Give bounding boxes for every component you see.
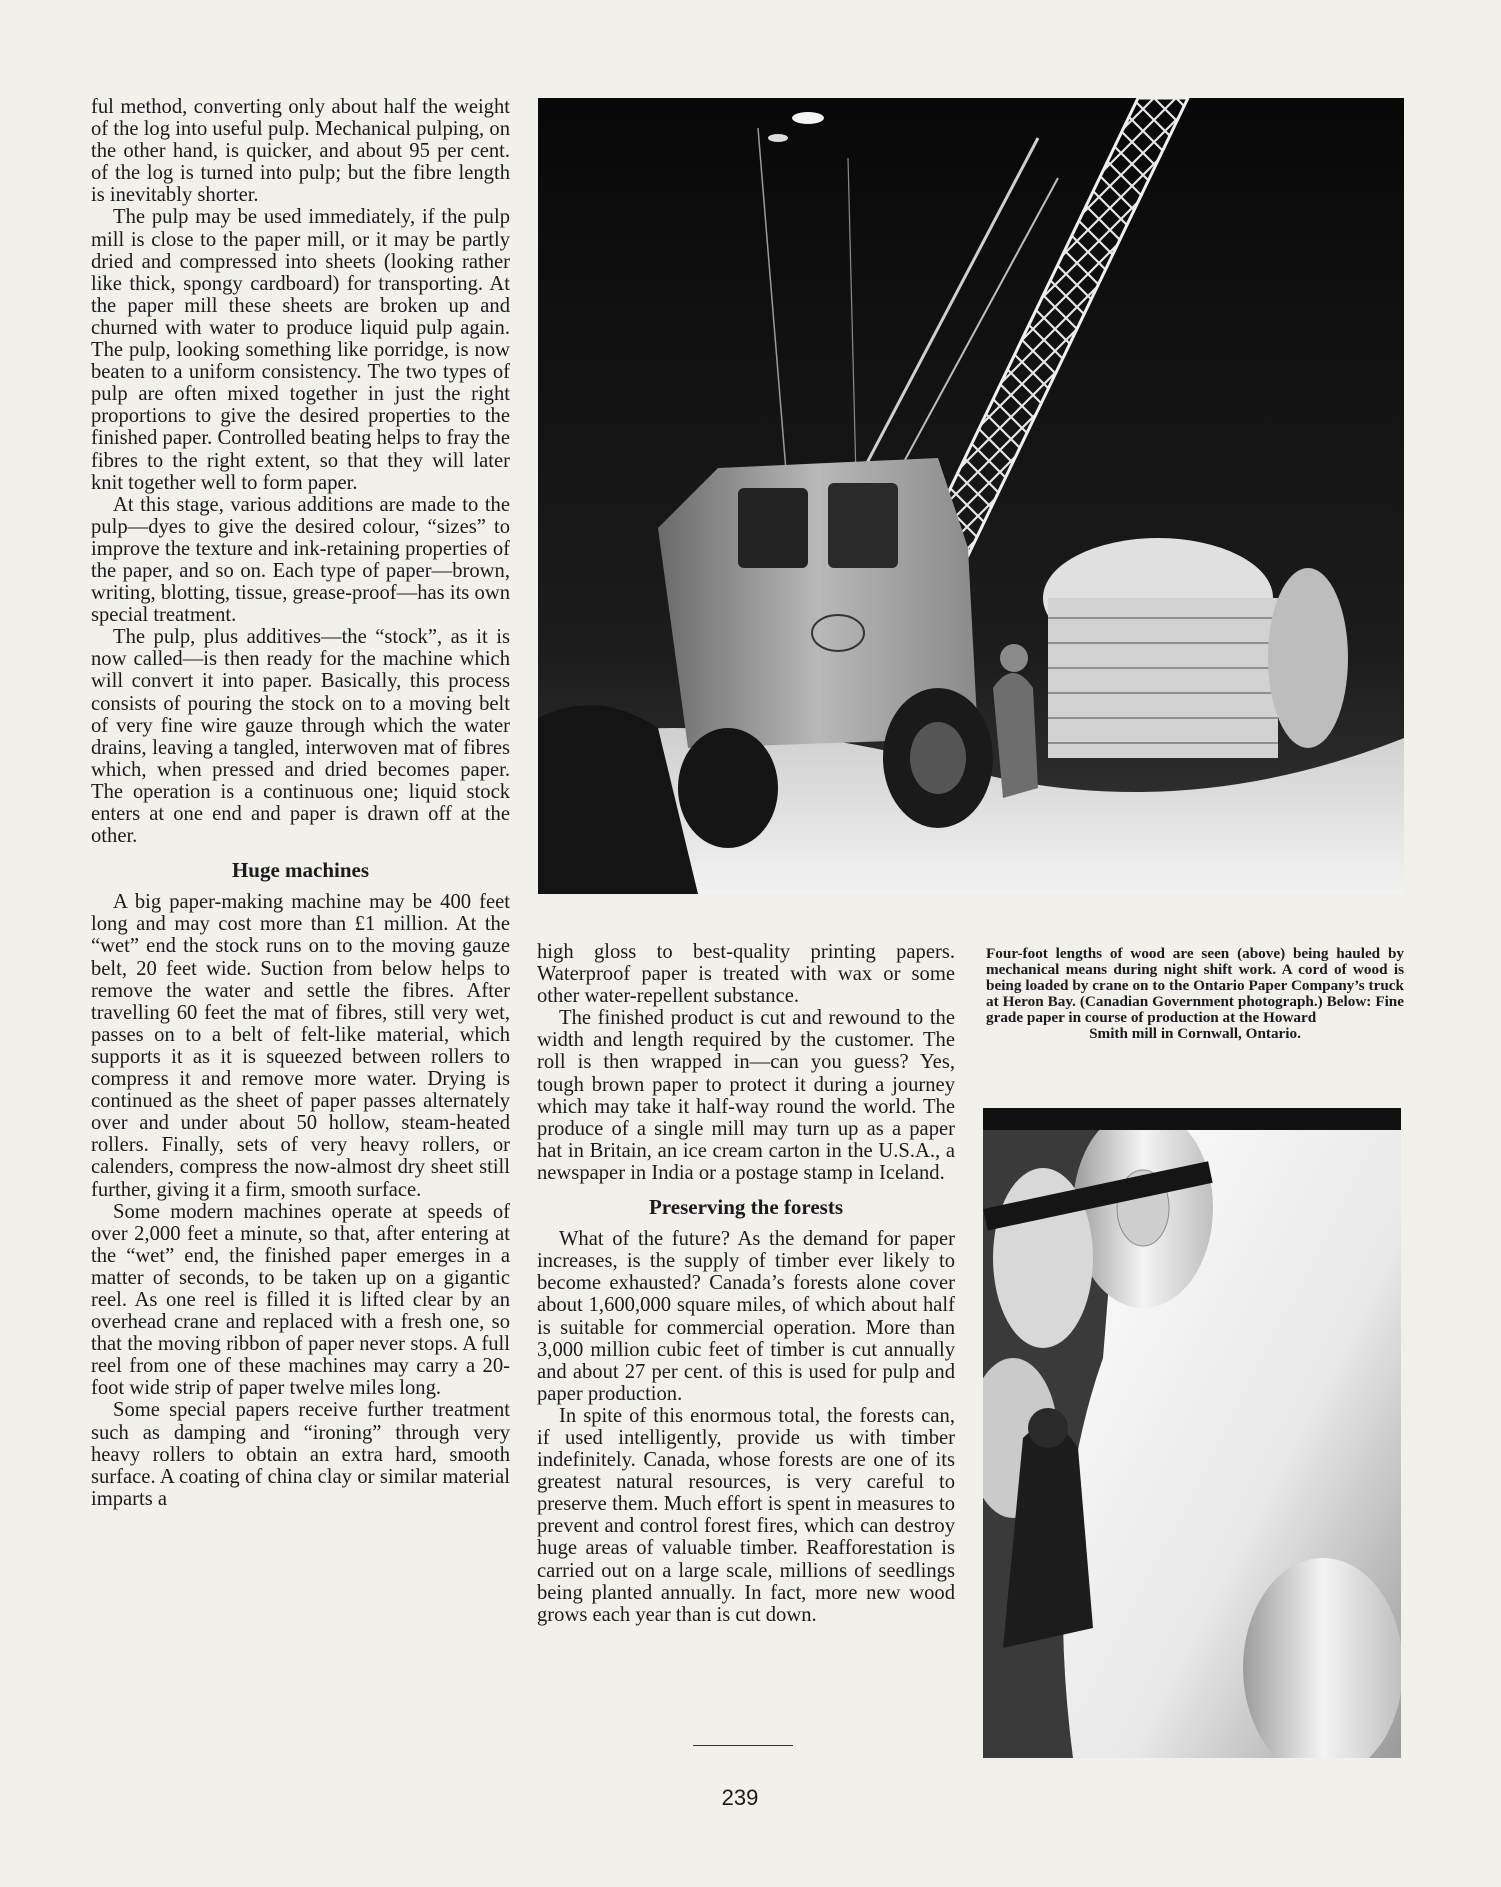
article-column-middle bbox=[537, 941, 955, 1626]
end-rule bbox=[693, 1745, 793, 1746]
paragraph: high gloss to best-quality printing papers. Waterproof paper is treated with wax or some other water-repellent substance. bbox=[537, 941, 955, 1008]
section-heading: Huge machines bbox=[231, 858, 370, 883]
paragraph: Some modern machines operate at speeds of over 2,000 feet a minute, so that, after entering at the “wet” end, the finished paper emerges in a matter of seconds, to be taken up on a gigantic reel. As one reel is filled it is lifted clear by an overhead crane and replaced with a fresh one, so that the moving ribbon of paper never stops. A full reel from one of these machines may carry a 20-foot wide strip of paper twelve miles long. bbox=[91, 1200, 510, 1400]
paragraph: The pulp, plus additives—the “stock”, as it is now called—is then ready for the machine which will convert it into paper. Basically, this process consists of pouring the stock on to a moving belt of very fine wire gauze through which the water drains, leaving a tangled, interwoven mat of fibres which, when pressed and dried becomes paper. The operation is a continuous one; liquid stock enters at one end and paper is drawn off at the other. bbox=[91, 626, 510, 848]
paragraph: A big paper-making machine may be 400 feet long and may cost more than £1 million. At the “wet” end the stock runs on to the moving gauze belt, 20 feet wide. Suction from below helps to remove the water and settle the fibres. After travelling 60 feet the mat of fibres, still very wet, passes on to a belt of felt-like material, which supports it as it is squeezed between rollers to compress it and remove more water. Drying is continued as the sheet of paper passes alternately over and under about 50 hollow, steam-heated rollers. Finally, sets of very heavy rollers, or calenders, compress the now-almost dry sheet still further, giving it a firm, smooth surface. bbox=[91, 891, 510, 1201]
photo-caption bbox=[986, 946, 1404, 1043]
paragraph: At this stage, various additions are made to the pulp—dyes to give the desired colour, “sizes” to improve the texture and ink-retaining properties of the paper, and so on. Each type of paper—brown, writing, blotting, tissue, grease-proof—has its own special treatment. bbox=[91, 493, 510, 627]
photo-paper-rolls bbox=[983, 1108, 1401, 1758]
caption-text-last-line: Smith mill in Cornwall, Ontario. bbox=[1089, 1025, 1301, 1043]
page-number: 239 bbox=[721, 1785, 759, 1810]
article-column-left bbox=[91, 96, 510, 1510]
paragraph: Some special papers receive further treatment such as damping and “ironing” through very heavy rollers to obtain an extra hard, smooth surface. A coating of china clay or similar material imparts a bbox=[91, 1399, 510, 1510]
caption-text: Four-foot lengths of wood are seen (above) being hauled by mechanical means during night shift work. A cord of wood is being loaded by crane on to the Ontario Paper Company’s truck at Heron Bay. (Canadian Government photograph.) Below: Fine grade paper in course of production at the Howard bbox=[986, 945, 1404, 1027]
paragraph: In spite of this enormous total, the forests can, if used intelligently, provide us with timber indefinitely. Canada, whose forests are one of its greatest natural resources, is very careful to preserve them. Much effort is spent in measures to prevent and control forest fires, which can destroy huge areas of valuable timber. Reafforestation is carried out on a large scale, millions of seedlings being planted annually. In fact, more new wood grows each year than is cut down. bbox=[537, 1404, 955, 1626]
photo-crane-loading-logs bbox=[538, 98, 1404, 894]
paragraph: ful method, converting only about half the weight of the log into useful pulp. Mechanical pulping, on the other hand, is quicker, and about 95 per cent. of the log is turned into pulp; but the fibre length is inevitably shorter. bbox=[91, 96, 510, 207]
paragraph: What of the future? As the demand for paper increases, is the supply of timber ever likely to become exhausted? Canada’s forests alone cover about 1,600,000 square miles, of which about half is suitable for commercial operation. More than 3,000 million cubic feet of timber is cut annually and about 27 per cent. of this is used for pulp and paper production. bbox=[537, 1228, 955, 1405]
paragraph: The pulp may be used immediately, if the pulp mill is close to the paper mill, or it may be partly dried and compressed into sheets (looking rather like thick, spongy cardboard) for transporting. At the paper mill these sheets are broken up and churned with water to produce liquid pulp again. The pulp, looking something like porridge, is now beaten to a uniform consistency. The two types of pulp are often mixed together in just the right proportions to give the desired properties to the finished paper. Controlled beating helps to fray the fibres to the right extent, so that they will later knit together well to form paper. bbox=[91, 206, 510, 494]
section-heading: Preserving the forests bbox=[648, 1195, 843, 1220]
paragraph: The finished product is cut and rewound to the width and length required by the customer. The roll is then wrapped in—can you guess? Yes, tough brown paper to protect it during a journey which may take it half-way round the world. The produce of a single mill may turn up as a paper hat in Britain, an ice cream carton in the U.S.A., a newspaper in India or a postage stamp in Iceland. bbox=[537, 1007, 955, 1184]
